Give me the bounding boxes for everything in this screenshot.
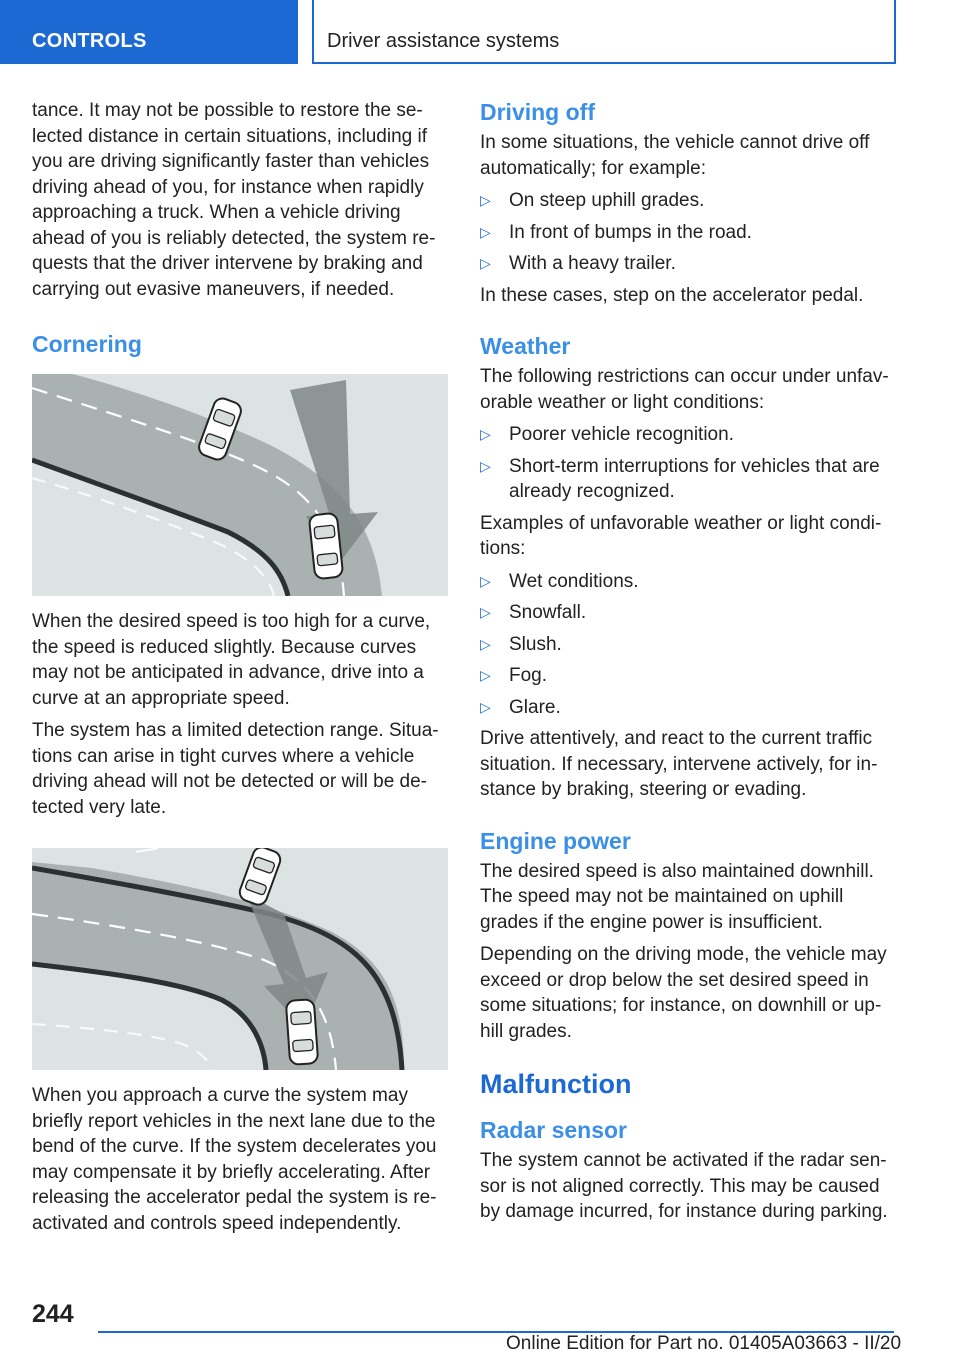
driving-off-heading: Driving off: [480, 99, 595, 125]
list-item: ▷ Snowfall.: [480, 600, 896, 626]
cornering-paragraph-2: The system has a limited detection range. Situa-tions can arise in tight curves where a vehicle driving ahead will not be detected or will be de-tected very late.: [32, 720, 439, 818]
bullet-triangle-icon: ▷: [480, 635, 491, 652]
list-item: ▷ Short-term interruptions for vehicles that are already recognized.: [480, 455, 880, 502]
cornering-illustration-2: [32, 848, 448, 1070]
right-column: [480, 98, 896, 1232]
list-item: ▷ In front of bumps in the road.: [480, 220, 896, 246]
weather-heading: Weather: [480, 333, 571, 359]
left-column: [32, 98, 448, 1243]
radar-sensor-paragraph: The system cannot be activated if the radar sen-sor is not aligned correctly. This may be caused by damage incurred, for instance during parking.: [480, 1150, 888, 1222]
engine-power-heading: Engine power: [480, 827, 631, 854]
own-vehicle-icon: [309, 513, 344, 580]
bullet-triangle-icon: ▷: [480, 572, 491, 589]
driving-off-outro: In these cases, step on the accelerator pedal.: [480, 284, 864, 306]
weather-intro: The following restrictions can occur under unfav-orable weather or light conditions:: [480, 366, 889, 413]
weather-outro: Drive attentively, and react to the current traffic situation. If necessary, intervene actively, for in-stance by braking, steering or evading.: [480, 728, 878, 800]
bullet-triangle-icon: ▷: [480, 192, 491, 208]
cornering-heading: Cornering: [32, 331, 142, 357]
list-item: ▷ Glare.: [480, 695, 896, 721]
header-chapter-title: Driver assistance systems: [312, 0, 896, 64]
curve-road-diagram-1: [32, 374, 448, 596]
weather-examples-list: [480, 569, 896, 721]
bullet-triangle-icon: ▷: [480, 223, 491, 240]
list-item: ▷ Fog.: [480, 663, 896, 689]
header-section-tab: CONTROLS: [0, 0, 298, 64]
engine-power-paragraph-2: Depending on the driving mode, the vehicle may exceed or drop below the set desired speed in some situations; for instance, on downhill or up-hill grades.: [480, 944, 887, 1042]
intro-paragraph: tance. It may not be possible to restore the se-lected distance in certain situations, including if you are driving significantly faster than vehicles driving ahead of you, for instance when rapidly approaching a truck. When a vehicle driving ahead of you is reliably detected, the system re-quests that the driver intervene by braking and carrying out evasive maneuvers, if needed.: [32, 100, 436, 300]
malfunction-heading: Malfunction: [480, 1069, 632, 1099]
own-vehicle-icon: [286, 999, 318, 1065]
bullet-triangle-icon: ▷: [480, 255, 491, 271]
bullet-triangle-icon: ▷: [480, 667, 491, 683]
engine-power-paragraph-1: The desired speed is also maintained downhill. The speed may not be maintained on uphill grades if the engine power is insufficient.: [480, 860, 874, 933]
bullet-triangle-icon: ▷: [480, 698, 491, 715]
list-item: ▷ Poorer vehicle recognition.: [480, 422, 896, 448]
list-item: ▷ With a heavy trailer.: [480, 251, 896, 277]
bullet-triangle-icon: ▷: [480, 604, 491, 620]
bullet-triangle-icon: ▷: [480, 457, 491, 474]
driving-off-intro: In some situations, the vehicle cannot drive off automatically; for example:: [480, 132, 870, 179]
bullet-triangle-icon: ▷: [480, 426, 491, 442]
list-item: ▷ Slush.: [480, 632, 896, 658]
lead-vehicle-icon: [237, 848, 282, 907]
cornering-paragraph-1: When the desired speed is too high for a curve, the speed is reduced slightly. Because curves may not be anticipated in advance, drive into a curve at an appropriate speed.: [32, 611, 431, 709]
cornering-illustration-1: [32, 374, 448, 596]
driving-off-list: [480, 188, 896, 277]
cornering-paragraph-3: When you approach a curve the system may briefly report vehicles in the next lane due to the bend of the curve. If the system decelerates you may compensate it by briefly accelerating. After releasing the accelerator pedal the system is re-activated and controls speed independently.: [32, 1085, 437, 1234]
footer-edition-text: Online Edition for Part no. 01405A03663 - II/20: [506, 1333, 902, 1354]
list-item: ▷ Wet conditions.: [480, 569, 896, 595]
weather-examples-intro: Examples of unfavorable weather or light condi-tions:: [480, 512, 882, 559]
radar-sensor-heading: Radar sensor: [480, 1117, 628, 1143]
weather-list: [480, 422, 896, 505]
list-item: ▷ On steep uphill grades.: [480, 188, 896, 214]
page-number: 244: [32, 1300, 74, 1328]
curve-road-diagram-2: [32, 848, 448, 1070]
